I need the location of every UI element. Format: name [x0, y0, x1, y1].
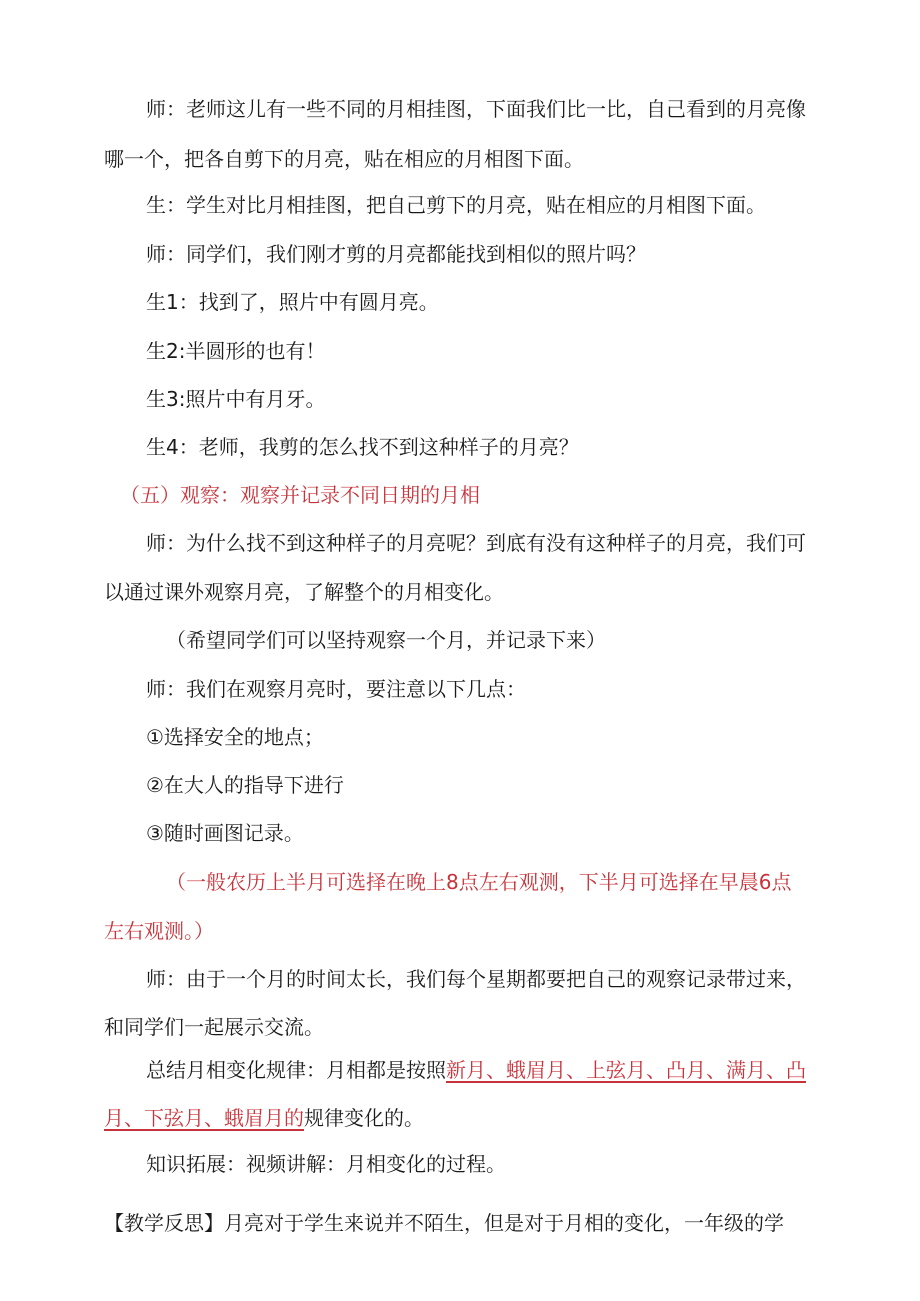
list-item: ①选择安全的地点； [146, 725, 324, 749]
paragraph-line: 【教学反思】月亮对于学生来说并不陌生，但是对于月相的变化，一年级的学 [104, 1211, 784, 1235]
paragraph-line: （希望同学们可以坚持观察一个月，并记录下来） [166, 628, 606, 652]
paragraph-line: 生：学生对比月相挂图，把自己剪下的月亮，贴在相应的月相图下面。 [146, 193, 766, 217]
paragraph-line: 知识拓展：视频讲解：月相变化的过程。 [146, 1152, 506, 1176]
paragraph-line: 师：由于一个月的时间太长，我们每个星期都要把自己的观察记录带过来， [146, 967, 806, 991]
paragraph-line: 哪一个，把各自剪下的月亮，贴在相应的月相图下面。 [104, 147, 584, 171]
summary-prefix: 总结月相变化规律：月相都是按照 [146, 1058, 446, 1082]
paragraph-line: 生3:照片中有月牙。 [146, 387, 326, 411]
summary-line [146, 1056, 806, 1084]
paragraph-line: 师：同学们，我们刚才剪的月亮都能找到相似的照片吗？ [146, 242, 646, 266]
list-item: ③随时画图记录。 [146, 821, 304, 845]
moon-phase-sequence: 月、下弦月、蛾眉月的 [104, 1106, 304, 1130]
moon-phase-sequence: 新月、蛾眉月、上弦月、凸月、满月、凸 [446, 1058, 806, 1082]
summary-suffix: 规律变化的。 [304, 1106, 424, 1130]
paragraph-line: 以通过课外观察月亮，了解整个的月相变化。 [104, 580, 504, 604]
paragraph-line: 师：我们在观察月亮时，要注意以下几点： [146, 677, 526, 701]
section-heading: （五）观察：观察并记录不同日期的月相 [120, 483, 480, 507]
paragraph-line: 生4：老师，我剪的怎么找不到这种样子的月亮？ [146, 435, 579, 459]
list-item: ②在大人的指导下进行 [146, 773, 344, 797]
paragraph-line: 生2:半圆形的也有！ [146, 339, 326, 363]
note-line: （一般农历上半月可选择在晚上8点左右观测，下半月可选择在早晨6点 [166, 870, 792, 894]
note-line: 左右观测。） [104, 919, 214, 943]
paragraph-line: 和同学们一起展示交流。 [104, 1015, 324, 1039]
paragraph-line: 师：老师这儿有一些不同的月相挂图，下面我们比一比，自己看到的月亮像 [146, 97, 806, 121]
summary-line [104, 1104, 424, 1132]
paragraph-line: 生1：找到了，照片中有圆月亮。 [146, 290, 439, 314]
paragraph-line: 师：为什么找不到这种样子的月亮呢？到底有没有这种样子的月亮，我们可 [146, 531, 806, 555]
